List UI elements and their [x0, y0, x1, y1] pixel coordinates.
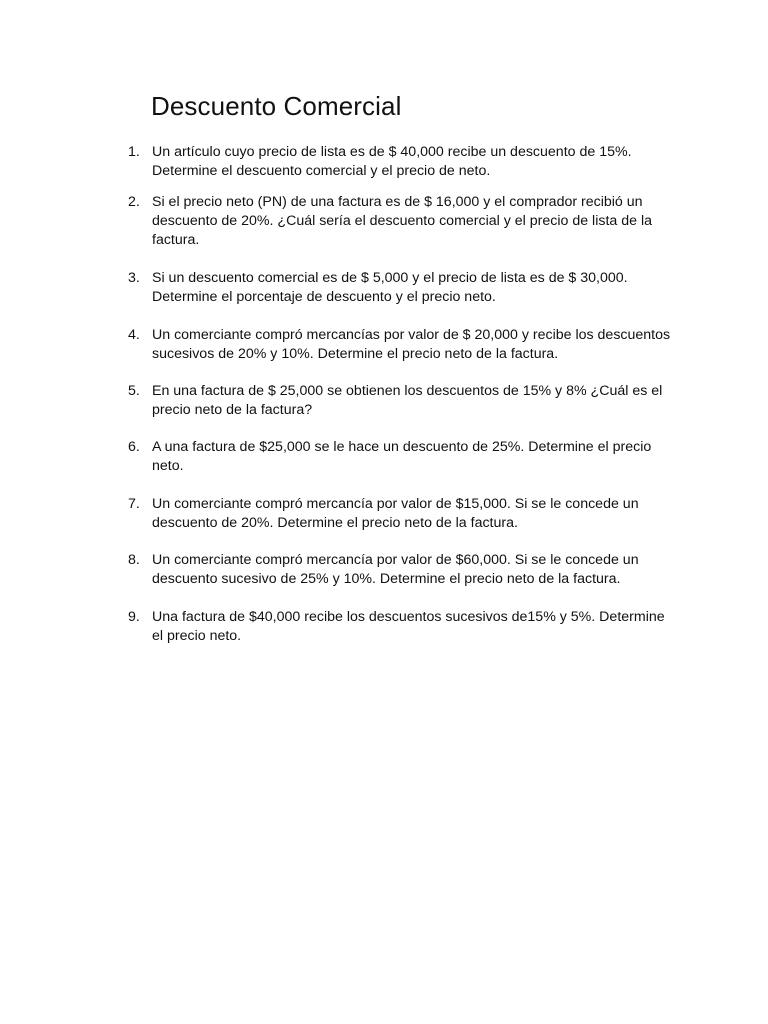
item-number: 7.	[128, 496, 140, 512]
item-number: 5.	[128, 383, 140, 399]
list-item	[128, 326, 688, 364]
item-number: 8.	[128, 552, 140, 568]
item-text: Si el precio neto (PN) de una factura es de $ 16,000 y el comprador recibió un descuento de 20%. ¿Cuál sería el descuento comercial y el precio de lista de la factura.	[152, 194, 652, 248]
list-item	[128, 438, 688, 476]
list-item	[128, 269, 688, 307]
item-text: Un comerciante compró mercancías por valor de $ 20,000 y recibe los descuentos sucesivos de 20% y 10%. Determine el precio neto de la factura.	[152, 327, 671, 362]
list-item	[128, 495, 688, 533]
item-text: A una factura de $25,000 se le hace un descuento de 25%. Determine el precio neto.	[152, 439, 652, 474]
list-item	[128, 608, 688, 646]
item-text: Una factura de $40,000 recibe los descuentos sucesivos de15% y 5%. Determine el precio neto.	[152, 609, 665, 644]
list-item	[128, 551, 688, 589]
item-number: 3.	[128, 270, 140, 286]
list-item	[128, 193, 688, 250]
item-text: Un artículo cuyo precio de lista es de $ 40,000 recibe un descuento de 15%. Determine el descuento comercial y el precio de neto.	[152, 144, 632, 179]
item-number: 2.	[128, 194, 140, 210]
item-number: 4.	[128, 327, 140, 343]
item-text: En una factura de $ 25,000 se obtienen los descuentos de 15% y 8% ¿Cuál es el precio neto de la factura?	[152, 383, 663, 418]
item-number: 9.	[128, 609, 140, 625]
item-number: 6.	[128, 439, 140, 455]
list-item	[128, 143, 688, 181]
document-title: Descuento Comercial	[151, 91, 402, 121]
item-text: Un comerciante compró mercancía por valor de $60,000. Si se le concede un descuento sucesivo de 25% y 10%. Determine el precio neto de la factura.	[152, 552, 639, 587]
item-text: Si un descuento comercial es de $ 5,000 y el precio de lista es de $ 30,000. Determine el porcentaje de descuento y el precio neto.	[152, 270, 628, 305]
item-number: 1.	[128, 144, 140, 160]
list-item	[128, 382, 688, 420]
item-text: Un comerciante compró mercancía por valor de $15,000. Si se le concede un descuento de 20%. Determine el precio neto de la factura.	[152, 496, 639, 531]
